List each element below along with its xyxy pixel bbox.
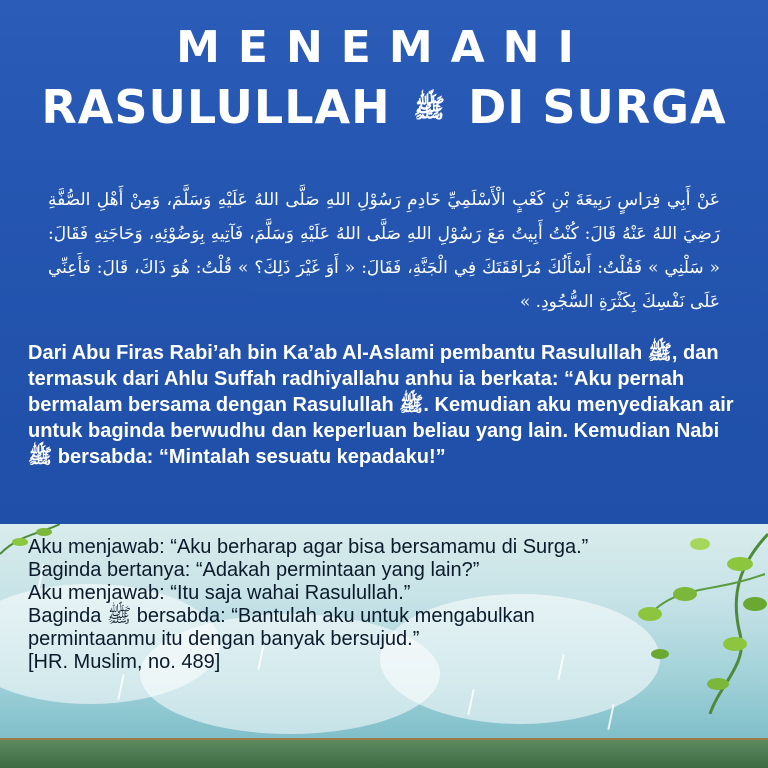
dialogue-block <box>28 536 728 674</box>
title-di-surga: DI SURGA <box>468 80 727 134</box>
title-rasulullah: RASULULLAH <box>41 80 391 134</box>
dialogue-line: Aku menjawab: “Aku berharap agar bisa bersamamu di Surga.” <box>28 536 589 558</box>
dialogue-line: permintaanmu itu dengan banyak bersujud.” <box>28 628 420 650</box>
dialogue-line: Baginda bertanya: “Adakah permintaan yang lain?” <box>28 559 480 581</box>
ground-strip <box>0 740 768 768</box>
dialogue-line: Aku menjawab: “Itu saja wahai Rasulullah.” <box>28 582 411 604</box>
translation-text: Dari Abu Firas Rabi’ah bin Ka’ab Al-Aslami pembantu Rasulullah ﷺ, dan termasuk dari Ahlu Suffah radhiyallahu anhu ia berkata: “Aku pernah bermalam bersama dengan Rasulullah ﷺ. Kemudian aku menyediakan air untuk baginda berwudhu dan keperluan beliau yang lain. Kemudian Nabi ﷺ bersabda: “Mintalah sesuatu kepadaku!” <box>28 342 734 468</box>
dialogue-line: Baginda ﷺ bersabda: “Bantulah aku untuk mengabulkan <box>28 605 535 627</box>
title-line-2 <box>0 80 768 134</box>
arabic-hadith-text: عَنْ أَبِي فِرَاسٍ رَبِيعَةَ بْنِ كَعْبٍ الْأَسْلَمِيِّ خَادِمِ رَسُوْلِ اللهِ صَلَّى اللهُ عَلَيْهِ وَسَلَّمَ، وَمِنْ أَهْلِ الصُّفَّةِ رَضِيَ اللهُ عَنْهُ قَالَ: كُنْتُ أَبِيتُ مَعَ رَسُوْلِ اللهِ صَلَّى اللهُ عَلَيْهِ وَسَلَّمَ، فَآتِيهِ بِوَضُوْئِهِ، وَحَاجَتِهِ فَقَالَ: « سَلْنِي » فَقُلْتُ: أَسْأَلُكَ مُرَافَقَتَكَ فِي الْجَنَّةِ، فَقَالَ: « أَوَ غَيْرَ ذَلِكَ؟ » قُلْتُ: هُوَ ذَاكَ، قَالَ: فَأَعِنِّي عَلَى نَفْسِكَ بِكَثْرَةِ السُّجُودِ. » <box>48 190 720 312</box>
hadith-reference: [HR. Muslim, no. 489] <box>28 651 221 673</box>
title-line-1: MENEMANI <box>176 22 592 73</box>
honorific-symbol: ﷺ <box>413 93 446 124</box>
